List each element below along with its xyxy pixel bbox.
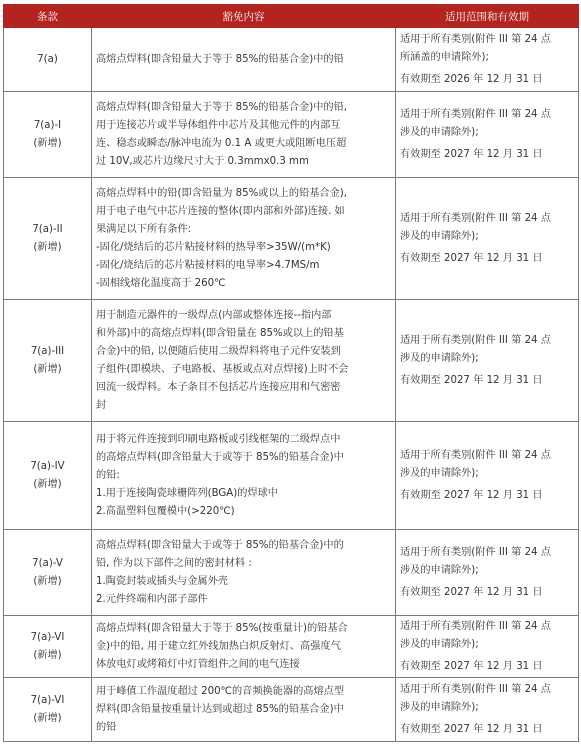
table-row bbox=[4, 28, 579, 92]
scope-cell-line: 适用于所有类别(附件 III 第 24 点 bbox=[400, 546, 551, 558]
content-cell-line: 体放电灯或烤箱灯中灯管组件之间的电气连接 bbox=[96, 658, 300, 670]
clause-cell bbox=[4, 178, 92, 300]
scope-cell-line: 涉及的申请除外); bbox=[400, 701, 479, 713]
content-cell bbox=[92, 616, 396, 678]
clause-cell bbox=[4, 678, 92, 742]
scope-cell-line: 有效期至 2027 年 12 月 31 日 bbox=[400, 252, 543, 264]
clause-cell-line: (新增) bbox=[33, 137, 62, 149]
table-body bbox=[4, 28, 579, 742]
content-cell-line: 用于电子电气中芯片连接的整体(即内部和外部)连接. 如 bbox=[96, 205, 345, 217]
content-cell-line: 的高熔点焊料(即含铅量大于或等于 85%的铅基合金)中 bbox=[96, 451, 344, 463]
header-content: 豁免内容 bbox=[92, 5, 396, 28]
scope-cell-line: 涉及的申请除外); bbox=[400, 638, 479, 650]
scope-cell-line: 所涵盖的申请除外); bbox=[400, 51, 489, 63]
content-cell-line: -固化/烧结后的芯片粘接材料的电导率>4.7MS/m bbox=[96, 259, 320, 271]
scope-cell bbox=[396, 300, 579, 422]
content-cell bbox=[92, 300, 396, 422]
scope-cell bbox=[396, 178, 579, 300]
exemption-table bbox=[3, 4, 579, 742]
scope-cell-line: 适用于所有类别(附件 III 第 24 点 bbox=[400, 449, 551, 461]
content-cell-line: 铅, 作为以下部件之间的密封材料 : bbox=[96, 557, 252, 569]
content-cell-line: 高熔点焊料(即含铅量大于或等于 85%的铅基合金)中的 bbox=[96, 539, 344, 551]
table-row bbox=[4, 530, 579, 616]
content-cell-line: 用于将元件连接到印刷电路板或引线框架的二级焊点中 bbox=[96, 433, 341, 445]
clause-cell-line: (新增) bbox=[33, 712, 62, 724]
clause-cell-line: 7(a)-IV bbox=[30, 460, 65, 472]
scope-cell-line: 适用于所有类别(附件 III 第 24 点 bbox=[400, 33, 551, 45]
content-cell-line: 1.陶瓷封装或插头与金属外壳 bbox=[96, 575, 228, 587]
clause-cell-line: (新增) bbox=[33, 363, 62, 375]
content-cell bbox=[92, 422, 396, 530]
scope-cell-line: 涉及的申请除外); bbox=[400, 564, 479, 576]
content-cell-line: 连、稳态或瞬态/脉冲电流为 0.1 A 或更大或阻断电压超 bbox=[96, 137, 347, 149]
clause-cell-line: 7(a)-III bbox=[30, 345, 65, 357]
content-cell bbox=[92, 28, 396, 92]
content-cell-line: 金)中的铅, 用于建立红外线加热白炽反射灯、高强度气 bbox=[96, 640, 341, 652]
clause-cell-line: (新增) bbox=[33, 575, 62, 587]
scope-cell bbox=[396, 530, 579, 616]
clause-cell-line: 7(a)-V bbox=[32, 557, 63, 569]
content-cell-line: 高熔点焊料(即含铅量大于等于 85%的铅基合金)中的铅 bbox=[96, 53, 344, 65]
content-cell-line: 和外部)中的高熔点焊料(即含铅量在 85%或以上的铅基 bbox=[96, 327, 344, 339]
scope-cell bbox=[396, 422, 579, 530]
scope-cell-line: 涉及的申请除外); bbox=[400, 126, 479, 138]
clause-cell-line: 7(a)-VI bbox=[30, 631, 65, 643]
clause-cell-line: (新增) bbox=[33, 649, 62, 661]
content-cell bbox=[92, 92, 396, 178]
clause-cell-line: 7(a) bbox=[37, 53, 58, 65]
content-cell-line: 焊料(即含铅量按重量计达到或超过 85%的铅基合金)中 bbox=[96, 703, 344, 715]
content-cell-line: 用于峰值工作温度超过 200℃的音频换能器的高熔点型 bbox=[96, 685, 345, 697]
clause-cell-line: 7(a)-II bbox=[32, 223, 63, 235]
table-row bbox=[4, 422, 579, 530]
content-cell bbox=[92, 178, 396, 300]
clause-cell bbox=[4, 28, 92, 92]
content-cell-line: 合金)中的铅, 以便随后使用二级焊料将电子元件安装到 bbox=[96, 345, 341, 357]
content-cell-line: 果满足以下所有条件: bbox=[96, 223, 192, 235]
header-scope: 适用范围和有效期 bbox=[396, 5, 579, 28]
clause-cell bbox=[4, 92, 92, 178]
scope-cell-line: 有效期至 2027 年 12 月 31 日 bbox=[400, 723, 543, 735]
content-cell bbox=[92, 530, 396, 616]
scope-cell-line: 有效期至 2027 年 12 月 31 日 bbox=[400, 586, 543, 598]
content-cell-line: 高熔点焊料(即含铅量大于等于 85%的铅基合金)中的铅, bbox=[96, 101, 348, 113]
clause-cell bbox=[4, 300, 92, 422]
content-cell-line: 的铅: bbox=[96, 469, 120, 481]
clause-cell bbox=[4, 530, 92, 616]
header-clause: 条款 bbox=[4, 5, 92, 28]
content-cell-line: -固相线熔化温度高于 260℃ bbox=[96, 277, 226, 289]
clause-cell bbox=[4, 616, 92, 678]
clause-cell bbox=[4, 422, 92, 530]
content-cell-line: 高熔点焊料(即含铅量大于等于 85%(按重量计)的铅基合 bbox=[96, 622, 348, 634]
content-cell-line: 子组件(即模块、子电路板、基板或点对点焊接)上时不会 bbox=[96, 363, 349, 375]
table-row bbox=[4, 616, 579, 678]
content-cell-line: 2.元件终端和内部子部件 bbox=[96, 593, 208, 605]
content-cell-line: 的铅 bbox=[96, 721, 117, 733]
content-cell-line: 回流一级焊料。本子条目不包括芯片连接应用和气密密 bbox=[96, 381, 341, 393]
scope-cell-line: 有效期至 2027 年 12 月 31 日 bbox=[400, 374, 543, 386]
scope-cell-line: 有效期至 2027 年 12 月 31 日 bbox=[400, 148, 543, 160]
scope-cell-line: 适用于所有类别(附件 III 第 24 点 bbox=[400, 212, 551, 224]
scope-cell-line: 适用于所有类别(附件 III 第 24 点 bbox=[400, 108, 551, 120]
table-row bbox=[4, 678, 579, 742]
content-cell-line: 高熔点焊料中的铅(即含铅量为 85%或以上的铅基合金), bbox=[96, 187, 348, 199]
scope-cell-line: 适用于所有类别(附件 III 第 24 点 bbox=[400, 683, 551, 695]
scope-cell-line: 涉及的申请除外); bbox=[400, 352, 479, 364]
scope-cell-line: 涉及的申请除外); bbox=[400, 230, 479, 242]
content-cell-line: -固化/烧结后的芯片粘接材料的热导率>35W/(m*K) bbox=[96, 241, 331, 253]
table-row bbox=[4, 300, 579, 422]
scope-cell bbox=[396, 616, 579, 678]
clause-cell-line: 7(a)-VI bbox=[30, 694, 65, 706]
scope-cell bbox=[396, 678, 579, 742]
content-cell-line: 1.用于连接陶瓷球栅阵列(BGA)的焊球中 bbox=[96, 487, 278, 499]
scope-cell-line: 有效期至 2027 年 12 月 31 日 bbox=[400, 489, 543, 501]
scope-cell bbox=[396, 92, 579, 178]
content-cell-line: 过 10V,或芯片边缘尺寸大于 0.3mmx0.3 mm bbox=[96, 155, 309, 167]
scope-cell bbox=[396, 28, 579, 92]
scope-cell-line: 有效期至 2026 年 12 月 31 日 bbox=[400, 73, 543, 85]
content-cell-line: 用于连接芯片或半导体组件中芯片及其他元件的内部互 bbox=[96, 119, 341, 131]
clause-cell-line: (新增) bbox=[33, 478, 62, 490]
table-header-row bbox=[4, 5, 579, 28]
table-row bbox=[4, 92, 579, 178]
table-row bbox=[4, 178, 579, 300]
scope-cell-line: 适用于所有类别(附件 III 第 24 点 bbox=[400, 334, 551, 346]
content-cell-line: 封 bbox=[96, 399, 107, 411]
clause-cell-line: 7(a)-I bbox=[33, 119, 62, 131]
scope-cell-line: 涉及的申请除外); bbox=[400, 467, 479, 479]
clause-cell-line: (新增) bbox=[33, 241, 62, 253]
content-cell-line: 用于制造元器件的一级焊点(内部或整体连接--指内部 bbox=[96, 309, 332, 321]
scope-cell-line: 适用于所有类别(附件 III 第 24 点 bbox=[400, 620, 551, 632]
content-cell-line: 2.高温塑料包覆模中(>220℃) bbox=[96, 505, 235, 517]
scope-cell-line: 有效期至 2027 年 12 月 31 日 bbox=[400, 660, 543, 672]
content-cell bbox=[92, 678, 396, 742]
